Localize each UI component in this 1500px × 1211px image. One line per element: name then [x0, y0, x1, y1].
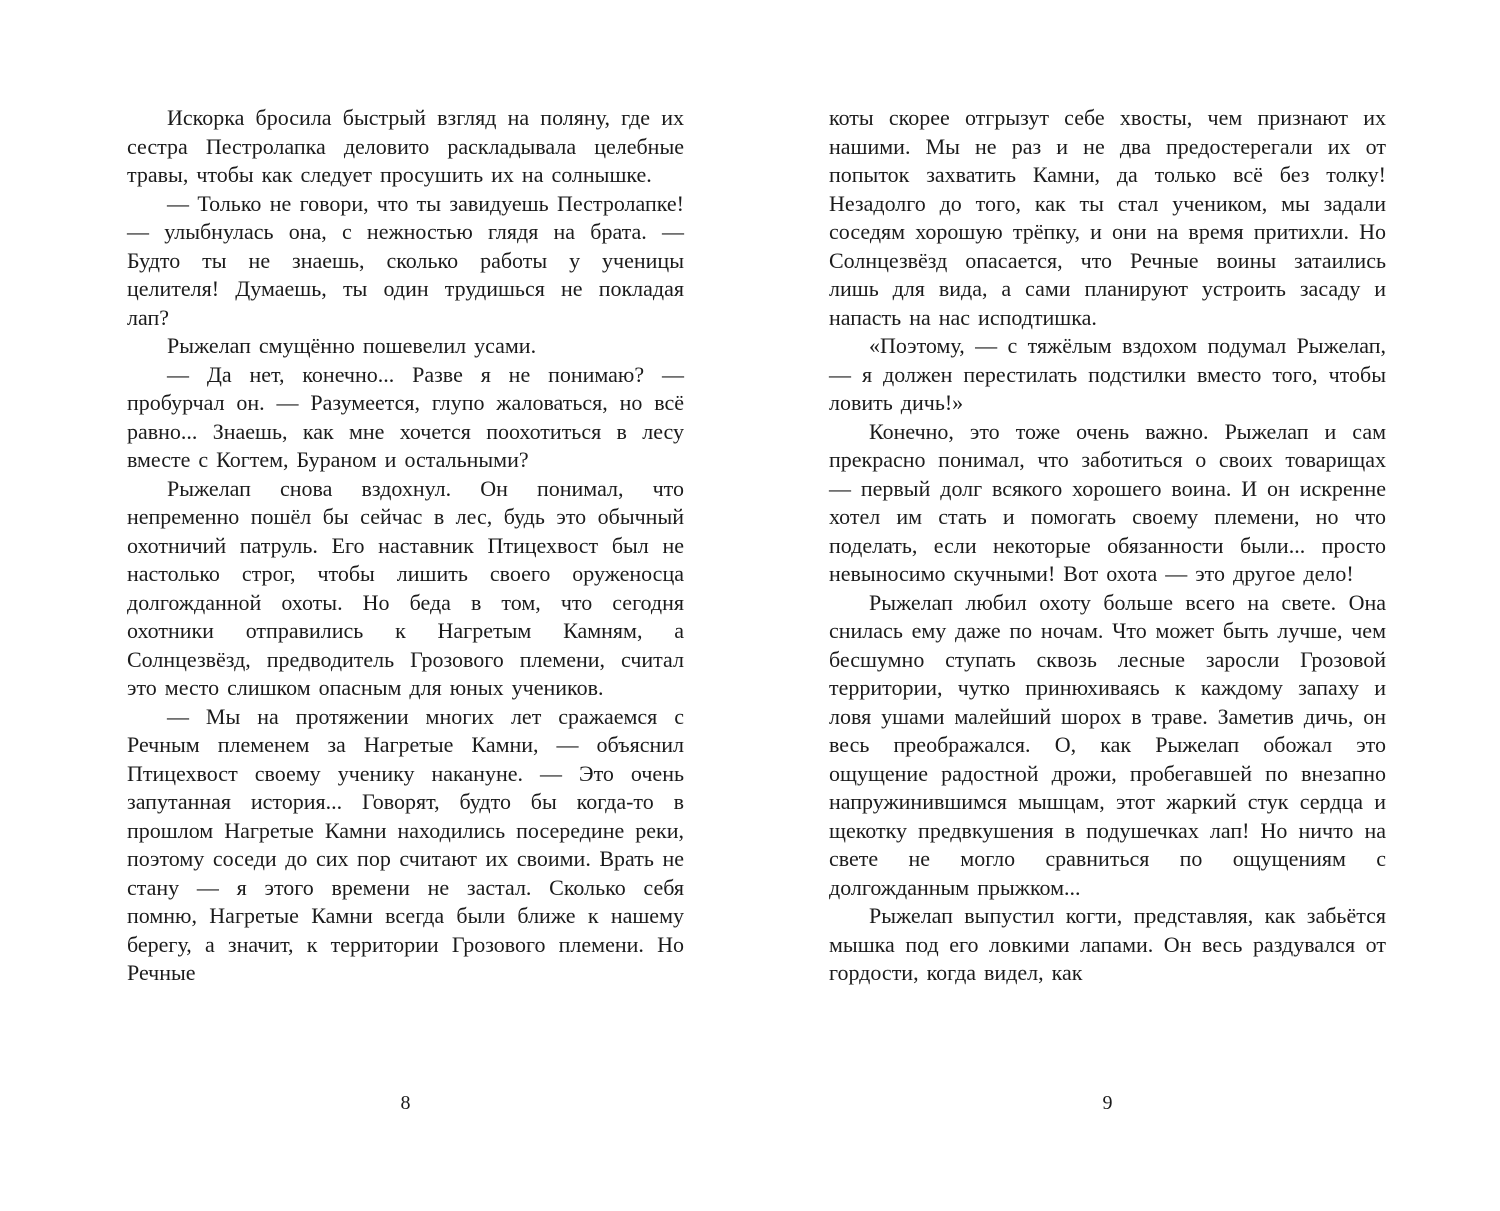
- paragraph: — Только не говори, что ты завидуешь Пестролапке! — улыбнулась она, с нежностью глядя на брата. — Будто ты не знаешь, сколько работы у ученицы целителя! Думаешь, ты один трудишься не покладая лап?: [127, 190, 684, 330]
- paragraph: — Да нет, конечно... Разве я не понимаю? — пробурчал он. — Разумеется, глупо жаловаться, но всё равно... Знаешь, как мне хочется поохотиться в лесу вместе с Когтем, Бураном и остальными?: [127, 361, 684, 472]
- paragraph: Рыжелап снова вздохнул. Он понимал, что непременно пошёл бы сейчас в лес, будь это обычный охотничий патруль. Его наставник Птицехвост был не настолько строг, чтобы лишить своего оруженосца долгожданной охоты. Но беда в том, что сегодня охотники отправились к Нагретым Камням, а Солнцезвёзд, предводитель Грозового племени, считал это место слишком опасным для юных учеников.: [127, 475, 684, 700]
- paragraph: Рыжелап выпустил когти, представляя, как забьётся мышка под его ловкими лапами. Он весь раздувался от гордости, когда видел, как: [829, 903, 1386, 985]
- page-number: 8: [400, 1092, 411, 1114]
- paragraph: Искорка бросила быстрый взгляд на поляну, где их сестра Пестролапка деловито раскладывала целебные травы, чтобы как следует просушить их на солнышке.: [127, 105, 684, 187]
- page-left: [127, 104, 684, 988]
- paragraph: Конечно, это тоже очень важно. Рыжелап и сам прекрасно понимал, что заботиться о своих товарищах — первый долг всякого хорошего воина. И он искренне хотел им стать и помогать своему племени, но что поделать, если некоторые обязанности были... просто невыносимо скучными! Вот охота — это другое дело!: [829, 418, 1386, 586]
- page-number: 9: [1102, 1092, 1113, 1114]
- paragraph: «Поэтому, — с тяжёлым вздохом подумал Рыжелап, — я должен перестилать подстилки вместо того, чтобы ловить дичь!»: [829, 333, 1386, 415]
- page-right: [829, 104, 1386, 988]
- paragraph-continuation: коты скорее отгрызут себе хвосты, чем признают их нашими. Мы не раз и не два предостерегали их от попыток захватить Камни, да только всё без толку! Незадолго до того, как ты стал учеником, мы задали соседям хорошую трёпку, и они на время притихли. Но Солнцезвёзд опасается, что Речные воины затаились лишь для вида, а сами планируют устроить засаду и напасть на нас исподтишка.: [829, 105, 1386, 330]
- paragraph: — Мы на протяжении многих лет сражаемся с Речным племенем за Нагретые Камни, — объяснил Птицехвост своему ученику накануне. — Это очень запутанная история... Говорят, будто бы когда-то в прошлом Нагретые Камни находились посередине реки, поэтому соседи до сих пор считают их своими. Врать не стану — я этого времени не застал. Сколько себя помню, Нагретые Камни всегда были ближе к нашему берегу, а значит, к территории Грозового племени. Но Речные: [127, 703, 684, 985]
- paragraph: Рыжелап смущённо пошевелил усами.: [167, 333, 537, 358]
- paragraph: Рыжелап любил охоту больше всего на свете. Она снилась ему даже по ночам. Что может быть лучше, чем бесшумно ступать сквозь лесные заросли Грозовой территории, чутко принюхиваясь к каждому запаху и ловя ушами малейший шорох в траве. Заметив дичь, он весь преображался. О, как Рыжелап обожал это ощущение радостной дрожи, пробегавшей по внезапно напружинившимся мышцам, этот жаркий стук сердца и щекотку предвкушения в подушечках лап! Но ничто на свете не могло сравниться по ощущениям с долгожданным прыжком...: [829, 589, 1386, 900]
